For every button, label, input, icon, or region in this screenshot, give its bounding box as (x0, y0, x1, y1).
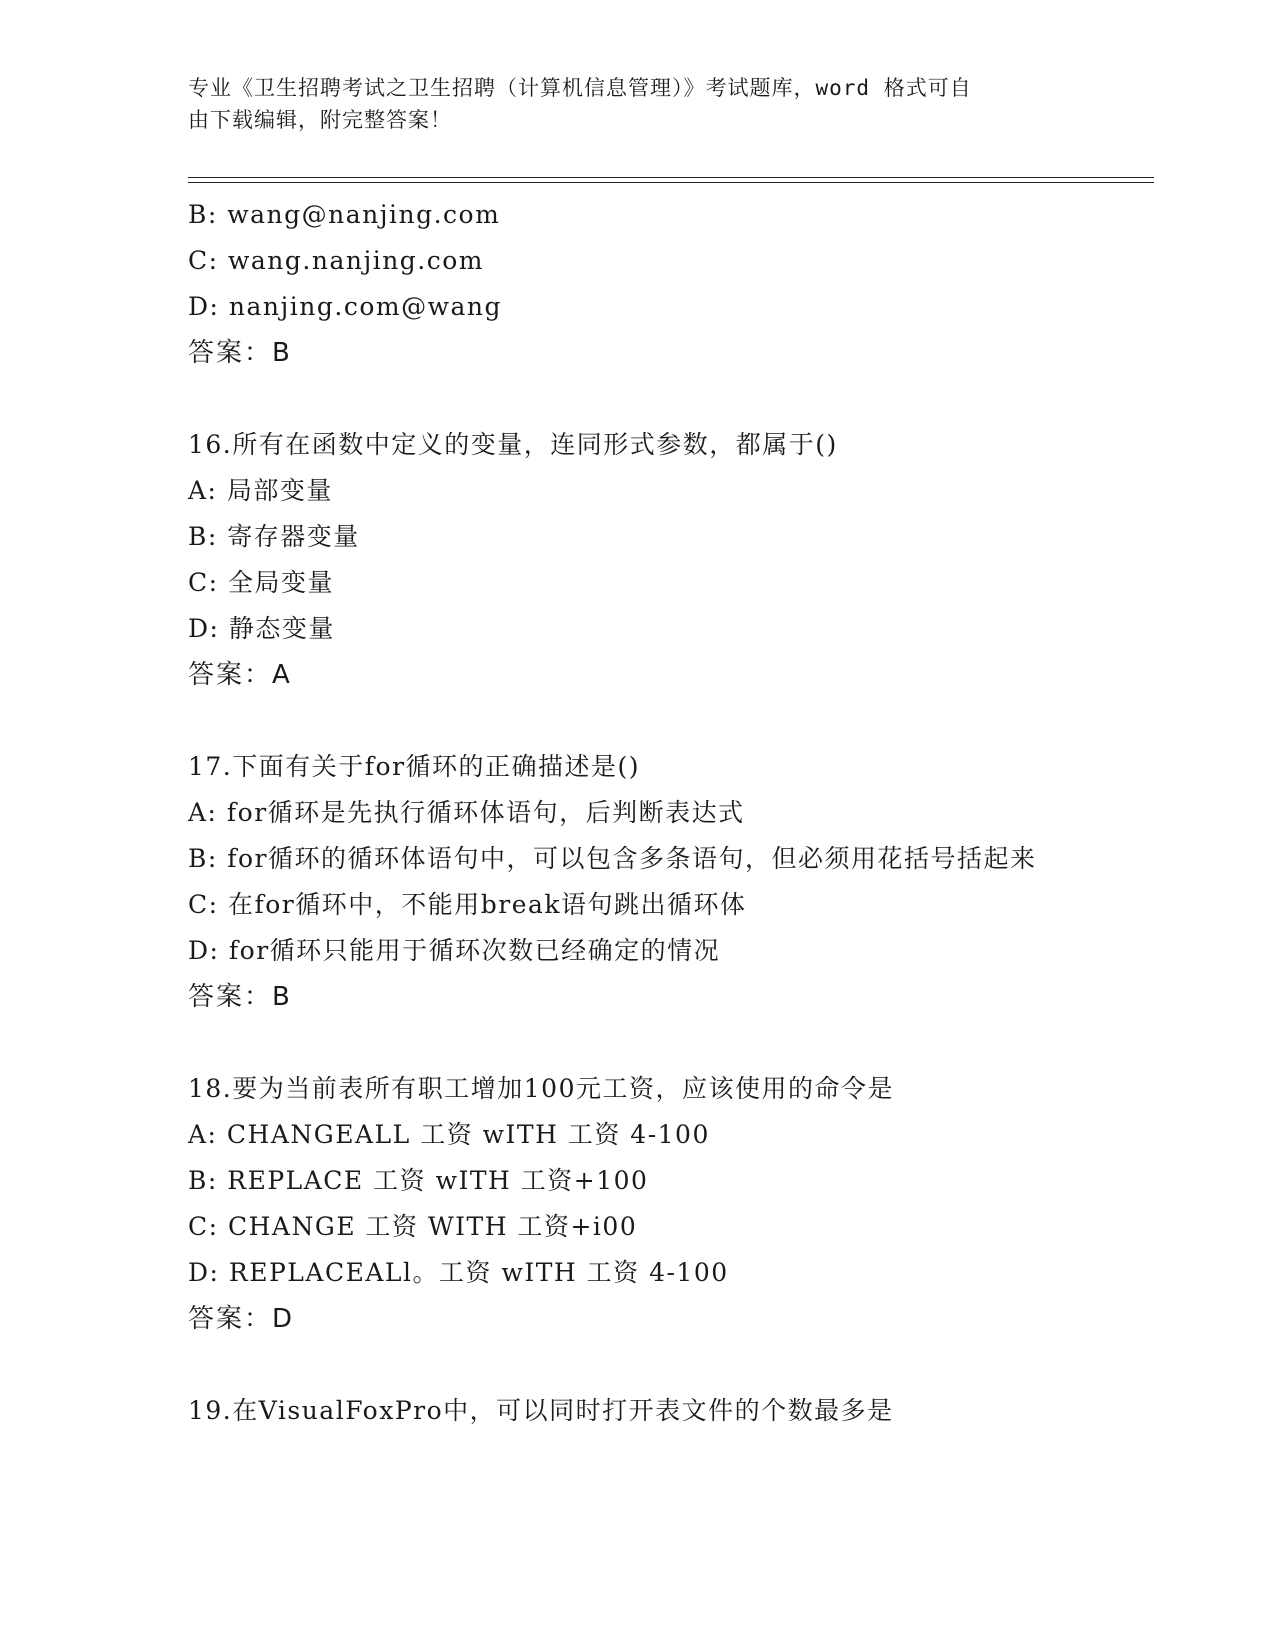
option-a: A: CHANGEALL 工资 wITH 工资 4-100 (188, 1120, 710, 1149)
answer: 答案：D (188, 1304, 295, 1334)
option-a: A: for循环是先执行循环体语句，后判断表达式 (188, 798, 745, 827)
question-15 (188, 192, 1088, 376)
question-list (188, 192, 1088, 1434)
question-text: 19.在VisualFoxPro中，可以同时打开表文件的个数最多是 (188, 1396, 894, 1425)
answer: 答案：A (188, 660, 292, 690)
answer: 答案：B (188, 982, 292, 1012)
question-text: 16.所有在函数中定义的变量，连同形式参数，都属于() (188, 430, 838, 459)
option-c: C: 在for循环中，不能用break语句跳出循环体 (188, 890, 747, 919)
option-c: C: CHANGE 工资 WITH 工资+i00 (188, 1212, 638, 1241)
answer: 答案：B (188, 338, 292, 368)
option-b: B: REPLACE 工资 wITH 工资+100 (188, 1166, 649, 1195)
option-b: B: 寄存器变量 (188, 522, 360, 551)
option-b: B: for循环的循环体语句中，可以包含多条语句，但必须用花括号括起来 (188, 844, 1037, 873)
option-a: A: 局部变量 (188, 476, 333, 505)
option-d: D: REPLACEALl。工资 wITH 工资 4-100 (188, 1258, 729, 1287)
header-line-1: 专业《卫生招聘考试之卫生招聘（计算机信息管理）》考试题库，word 格式可自 (188, 76, 972, 100)
question-19 (188, 1388, 1088, 1434)
question-text: 17.下面有关于for循环的正确描述是() (188, 752, 641, 781)
question-text: 18.要为当前表所有职工增加100元工资，应该使用的命令是 (188, 1074, 894, 1103)
option-d: D: for循环只能用于循环次数已经确定的情况 (188, 936, 721, 965)
header-divider-bottom (188, 182, 1154, 183)
question-16 (188, 422, 1088, 698)
question-17 (188, 744, 1088, 1020)
option-d: D: nanjing.com@wang (188, 292, 502, 321)
question-18 (188, 1066, 1088, 1342)
header-line-2: 由下载编辑，附完整答案！ (188, 108, 452, 132)
option-c: C: wang.nanjing.com (188, 246, 485, 275)
header-divider-top (188, 177, 1154, 178)
option-c: C: 全局变量 (188, 568, 334, 597)
document-header (188, 72, 1068, 136)
option-b: B: wang@nanjing.com (188, 200, 501, 229)
option-d: D: 静态变量 (188, 614, 335, 643)
